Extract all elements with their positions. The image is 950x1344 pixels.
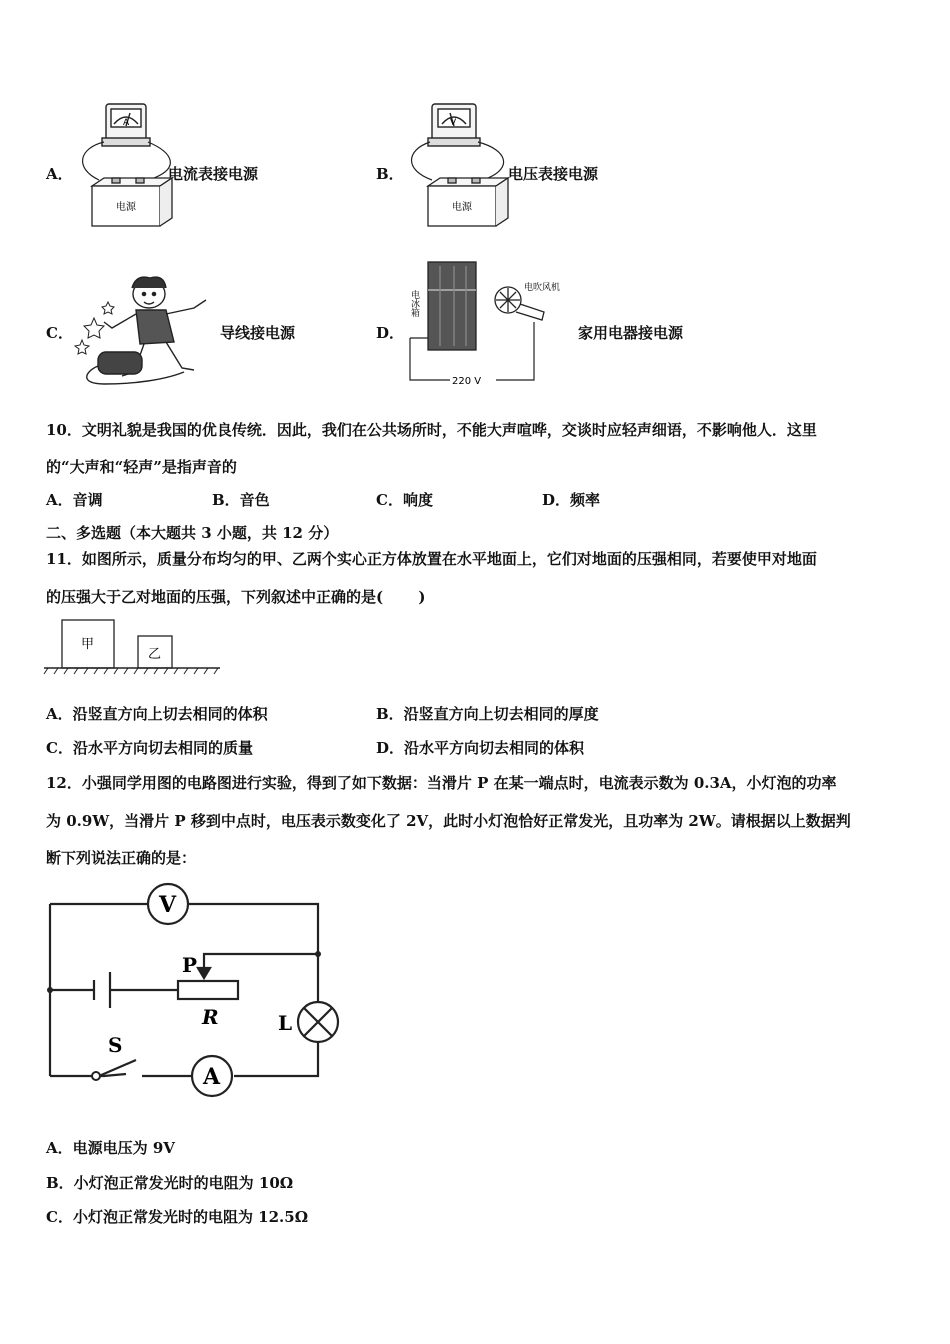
supply-voltage-label: 220 V <box>452 376 482 387</box>
q9-option-c-figure <box>74 272 224 390</box>
block-jia-label: 甲 <box>81 637 95 652</box>
q12-option-c: C．小灯泡正常发光时的电阻为 12.5Ω <box>46 1208 309 1226</box>
wire-right-lower <box>234 1042 318 1076</box>
q10-option-d: D．频率 <box>542 491 601 509</box>
ground-hatching <box>44 668 218 674</box>
q11-blocks-figure <box>44 616 224 676</box>
q10-option-c: C．响度 <box>376 491 433 509</box>
dryer-label: 电吹风机 <box>524 283 561 293</box>
q11-option-b: B．沿竖直方向上切去相同的厚度 <box>376 705 599 723</box>
q9-option-d-letter: D． <box>376 324 405 342</box>
q12-option-b: B．小灯泡正常发光时的电阻为 10Ω <box>46 1174 294 1192</box>
q9-option-d-figure <box>404 260 584 390</box>
slider-label: P <box>182 953 198 977</box>
q11-stem-line1: 11．如图所示，质量分布均匀的甲、乙两个实心正方体放置在水平地面上，它们对地面的压强相同，若要使甲对地面 <box>46 550 817 568</box>
refrigerator-drawing <box>428 262 476 350</box>
battery-and-wire-drawing <box>87 352 184 384</box>
ammeter-glyph: A <box>123 118 130 128</box>
star-sparks-icon <box>75 302 114 354</box>
junction-dot <box>315 951 321 957</box>
q9-option-a-letter: A． <box>46 165 73 183</box>
q10-stem-line1: 10．文明礼貌是我国的优良传统．因此，我们在公共场所时，不能大声喧哗，交谈时应轻声细语，不影响他人．这里 <box>46 421 817 439</box>
q9-option-a-figure <box>74 98 174 238</box>
rheostat-symbol <box>178 981 238 999</box>
battery-box-label: 电源 <box>452 202 472 213</box>
lamp-label: L <box>278 1011 293 1035</box>
q12-circuit-diagram <box>44 880 344 1100</box>
q10-option-a: A．音调 <box>46 491 103 509</box>
switch-pivot <box>92 1072 100 1080</box>
q11-stem-line2: 的压强大于乙对地面的压强，下列叙述中正确的是( ) <box>46 588 426 606</box>
wire-bottom-left <box>50 1074 126 1076</box>
q12-stem-line2: 为 0.9W，当滑片 P 移到中点时，电压表示数变化了 2V，此时小灯泡恰好正常发光，且功率为 2W。请根据以上数据判 <box>46 812 851 830</box>
q9-option-a-caption: 电流表接电源 <box>168 165 259 183</box>
battery-box-label: 电源 <box>116 202 136 213</box>
q12-stem-line3: 断下列说法正确的是： <box>46 849 197 867</box>
q12-option-a: A．电源电压为 9V <box>46 1139 175 1157</box>
ammeter-glyph: A <box>203 1064 221 1090</box>
q9-option-d-caption: 家用电器接电源 <box>578 324 684 342</box>
fridge-label: 电冰箱 <box>409 290 419 317</box>
q11-option-d: D．沿水平方向切去相同的体积 <box>376 739 585 757</box>
section-heading: 二、多选题（本大题共 3 小题，共 12 分） <box>46 524 339 542</box>
q10-stem-line2: 的“大声和“轻声”是指声音的 <box>46 458 237 476</box>
slider-arrow <box>198 968 210 978</box>
q11-option-a: A．沿竖直方向上切去相同的体积 <box>46 705 268 723</box>
q11-option-c: C．沿水平方向切去相同的质量 <box>46 739 253 757</box>
voltmeter-glyph: V <box>159 892 177 918</box>
q9-option-c-letter: C． <box>46 324 73 342</box>
q10-option-b: B．音色 <box>212 491 270 509</box>
wire-top-right <box>188 904 318 954</box>
q9-option-b-figure <box>404 98 514 238</box>
q9-option-c-caption: 导线接电源 <box>220 324 296 342</box>
q9-option-b-letter: B． <box>376 165 404 183</box>
block-yi-label: 乙 <box>148 647 162 662</box>
voltmeter-glyph: V <box>450 118 457 128</box>
slider-wire <box>204 954 318 972</box>
q9-option-b-caption: 电压表接电源 <box>508 165 599 183</box>
q12-stem-line1: 12．小强同学用图的电路图进行实验，得到了如下数据：当滑片 P 在某一端点时，电流表示数为 0.3A，小灯泡的功率 <box>46 774 837 792</box>
junction-dot <box>47 987 53 993</box>
resistor-label: R <box>202 1005 219 1029</box>
switch-label: S <box>108 1033 123 1057</box>
switch-blade <box>99 1060 136 1076</box>
